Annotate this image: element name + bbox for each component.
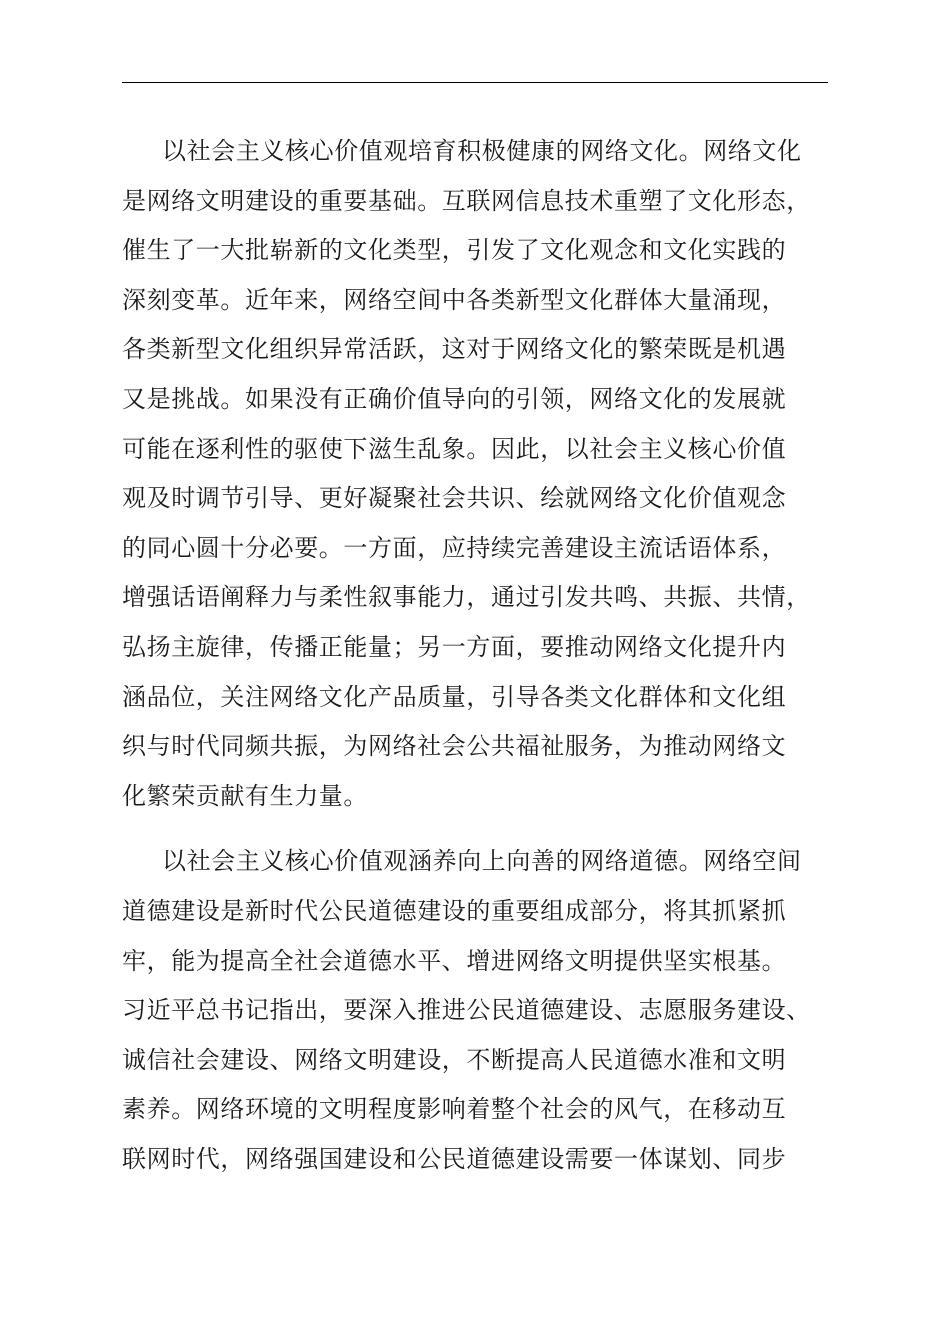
text-line: 观及时调节引导、更好凝聚社会共识、绘就网络文化价值观念 xyxy=(122,484,787,513)
text-line: 涵品位，关注网络文化产品质量，引导各类文化群体和文化组 xyxy=(122,682,787,711)
text-line: 的同心圆十分必要。一方面，应持续完善建设主流话语体系， xyxy=(122,533,787,562)
text-line: 道德建设是新时代公民道德建设的重要组成部分，将其抓紧抓 xyxy=(122,896,787,925)
text-line: 诚信社会建设、网络文明建设，不断提高人民道德水准和文明 xyxy=(122,1045,787,1074)
text-line: 弘扬主旋律，传播正能量；另一方面，要推动网络文化提升内 xyxy=(122,632,787,661)
text-line: 增强话语阐释力与柔性叙事能力，通过引发共鸣、共振、共情， xyxy=(122,583,811,612)
paragraph-gap xyxy=(122,821,830,837)
header-rule xyxy=(122,82,828,83)
text-line: 可能在逐利性的驱使下滋生乱象。因此，以社会主义核心价值 xyxy=(122,434,787,463)
text-line: 习近平总书记指出，要深入推进公民道德建设、志愿服务建设、 xyxy=(122,996,811,1025)
text-line: 是网络文明建设的重要基础。互联网信息技术重塑了文化形态， xyxy=(122,186,811,215)
text-line: 以社会主义核心价值观培育积极健康的网络文化。网络文化 xyxy=(162,137,802,165)
paragraph xyxy=(122,127,830,821)
text-line: 催生了一大批崭新的文化类型，引发了文化观念和文化实践的 xyxy=(122,236,787,265)
text-line: 织与时代同频共振，为网络社会公共福祉服务，为推动网络文 xyxy=(122,732,787,761)
text-line: 以社会主义核心价值观涵养向上向善的网络道德。网络空间 xyxy=(162,847,802,876)
text-line: 深刻变革。近年来，网络空间中各类新型文化群体大量涌现， xyxy=(122,285,787,314)
text-line: 各类新型文化组织异常活跃，这对于网络文化的繁荣既是机遇 xyxy=(122,335,787,364)
text-line: 又是挑战。如果没有正确价值导向的引领，网络文化的发展就 xyxy=(122,384,787,413)
text-line: 牢，能为提高全社会道德水平、增进网络文明提供坚实根基。 xyxy=(122,946,787,975)
paragraph xyxy=(122,837,830,1184)
text-line: 化繁荣贡献有生力量。 xyxy=(122,781,368,810)
text-line: 联网时代，网络强国建设和公民道德建设需要一体谋划、同步 xyxy=(122,1144,787,1173)
document-body xyxy=(122,127,830,1184)
text-line: 素养。网络环境的文明程度影响着整个社会的风气，在移动互 xyxy=(122,1095,787,1124)
